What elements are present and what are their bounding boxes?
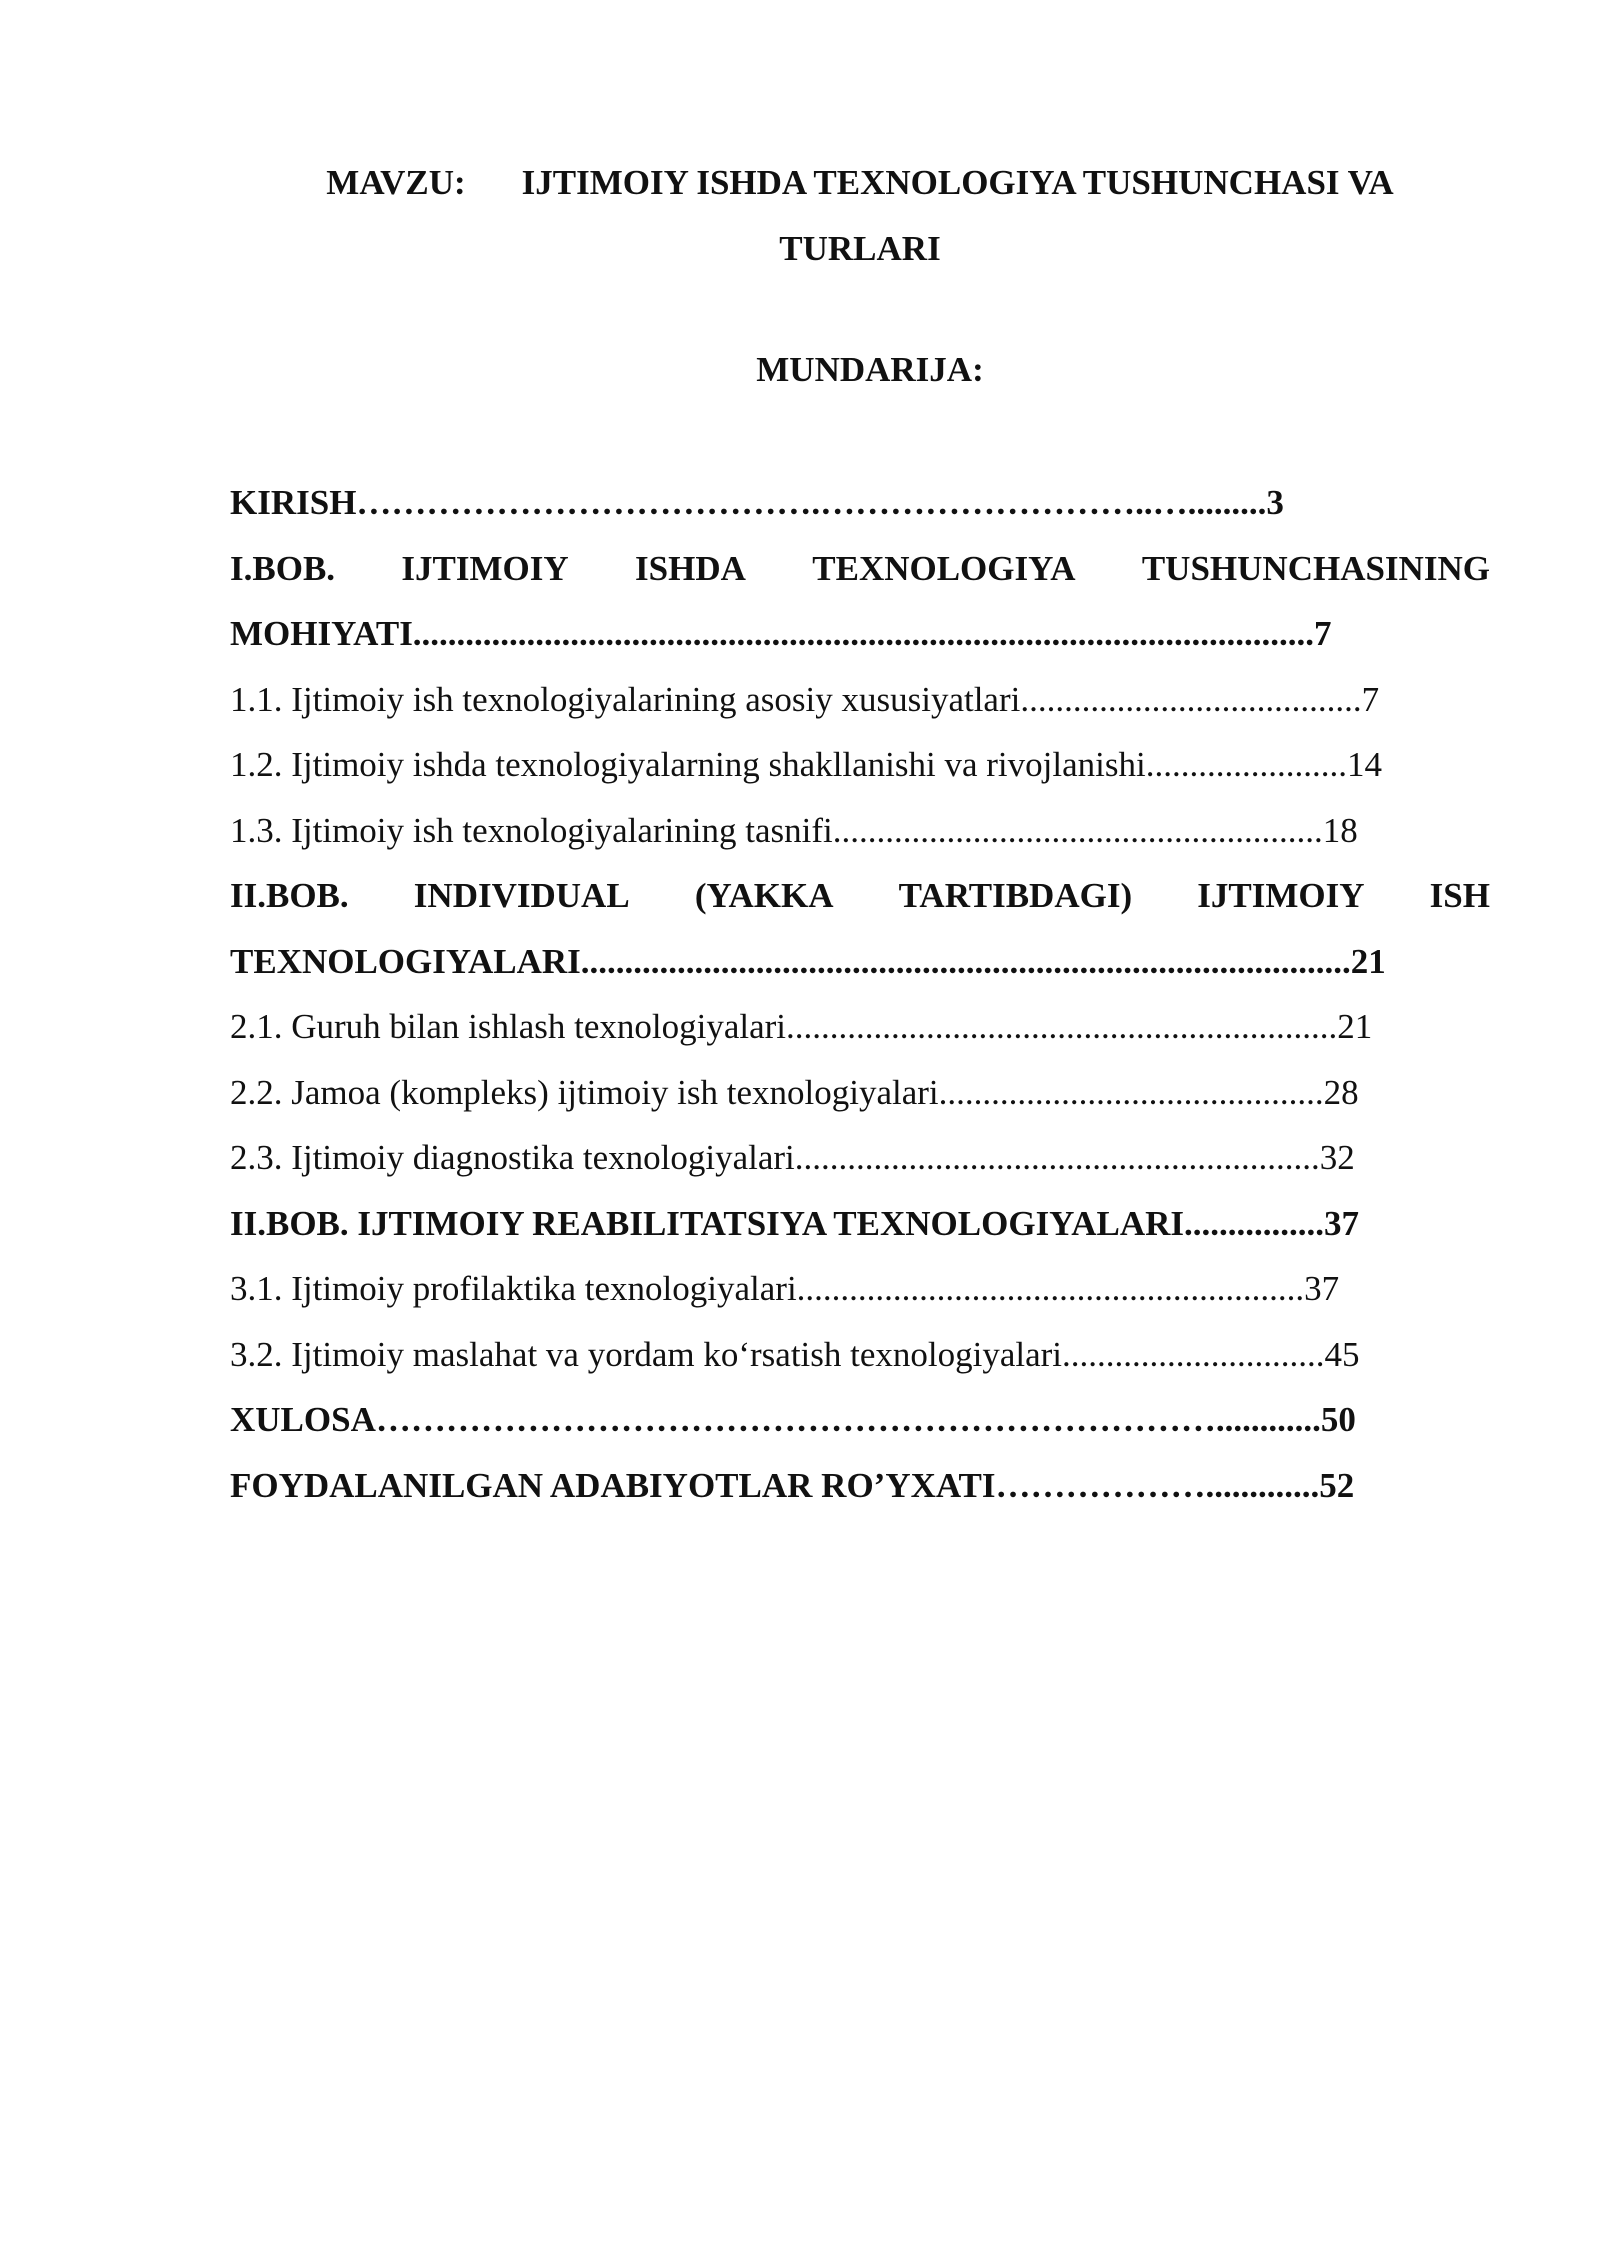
toc-word: TUSHUNCHASINING	[1141, 548, 1490, 588]
toc-word: ISH	[1429, 876, 1490, 915]
toc-entry-section-1-1: 1.1. Ijtimoiy ish texnologiyalarining asosiy xususiyatlari.......................................7	[230, 679, 1380, 719]
toc-word: I.BOB.	[230, 548, 336, 588]
toc-word: IJTIMOIY	[1197, 876, 1365, 915]
toc-entry-chapter-1-cont: MOHIYATI.......................................................................................................7	[230, 614, 1332, 653]
toc-entry-section-2-2: 2.2. Jamoa (kompleks) ijtimoiy ish texnologiyalari............................................28	[230, 1072, 1359, 1112]
topic-label: MAVZU:	[326, 163, 466, 202]
toc-entry-chapter-3: II.BOB. IJTIMOIY REABILITATSIYA TEXNOLOGIYALARI................37	[230, 1203, 1360, 1243]
toc-entry-section-2-1: 2.1. Guruh bilan ishlash texnologiyalari...............................................................21	[230, 1007, 1373, 1046]
toc-entry-section-3-1: 3.1. Ijtimoiy profilaktika texnologiyalari..........................................................37	[230, 1269, 1340, 1308]
table-of-contents	[230, 470, 1490, 1518]
toc-entry-section-1-2: 1.2. Ijtimoiy ishda texnologiyalarning shakllanishi va rivojlanishi.......................14	[230, 745, 1382, 784]
toc-entry-chapter-2-cont: TEXNOLOGIYALARI........................................................................................21	[230, 941, 1386, 981]
contents-heading: MUNDARIJA:	[756, 350, 984, 389]
toc-word: (YAKKA	[694, 876, 834, 915]
topic-title-line-1	[230, 150, 1490, 216]
toc-entry-section-1-3: 1.3. Ijtimoiy ish texnologiyalarining tasnifi........................................................18	[230, 810, 1358, 850]
toc-entry-conclusion: XULOSA………………………………………………………………............50	[230, 1400, 1356, 1439]
toc-word: IJTIMOIY	[401, 548, 569, 588]
toc-word: INDIVIDUAL	[413, 876, 630, 915]
toc-word: TEXNOLOGIYA	[812, 548, 1076, 588]
topic-title-block	[230, 150, 1490, 282]
topic-title-text: IJTIMOIY ISHDA TEXNOLOGIYA TUSHUNCHASI VA	[521, 163, 1394, 202]
topic-title-line-2: TURLARI	[779, 229, 941, 268]
toc-entry-intro: KIRISH………………………………….………………………..….........3	[230, 483, 1284, 522]
toc-entry-chapter-2	[230, 863, 1490, 929]
toc-entry-chapter-1	[230, 536, 1490, 602]
toc-word: II.BOB.	[230, 876, 349, 915]
toc-entry-references: FOYDALANILGAN ADABIYOTLAR RO’YXATI……………….............52	[230, 1465, 1355, 1505]
toc-entry-section-3-2: 3.2. Ijtimoiy maslahat va yordam ko‘rsatish texnologiyalari..............................45	[230, 1334, 1360, 1374]
toc-word: TARTIBDAGI)	[898, 876, 1133, 915]
toc-entry-section-2-3: 2.3. Ijtimoiy diagnostika texnologiyalari............................................................32	[230, 1138, 1355, 1177]
toc-word: ISHDA	[635, 548, 746, 588]
